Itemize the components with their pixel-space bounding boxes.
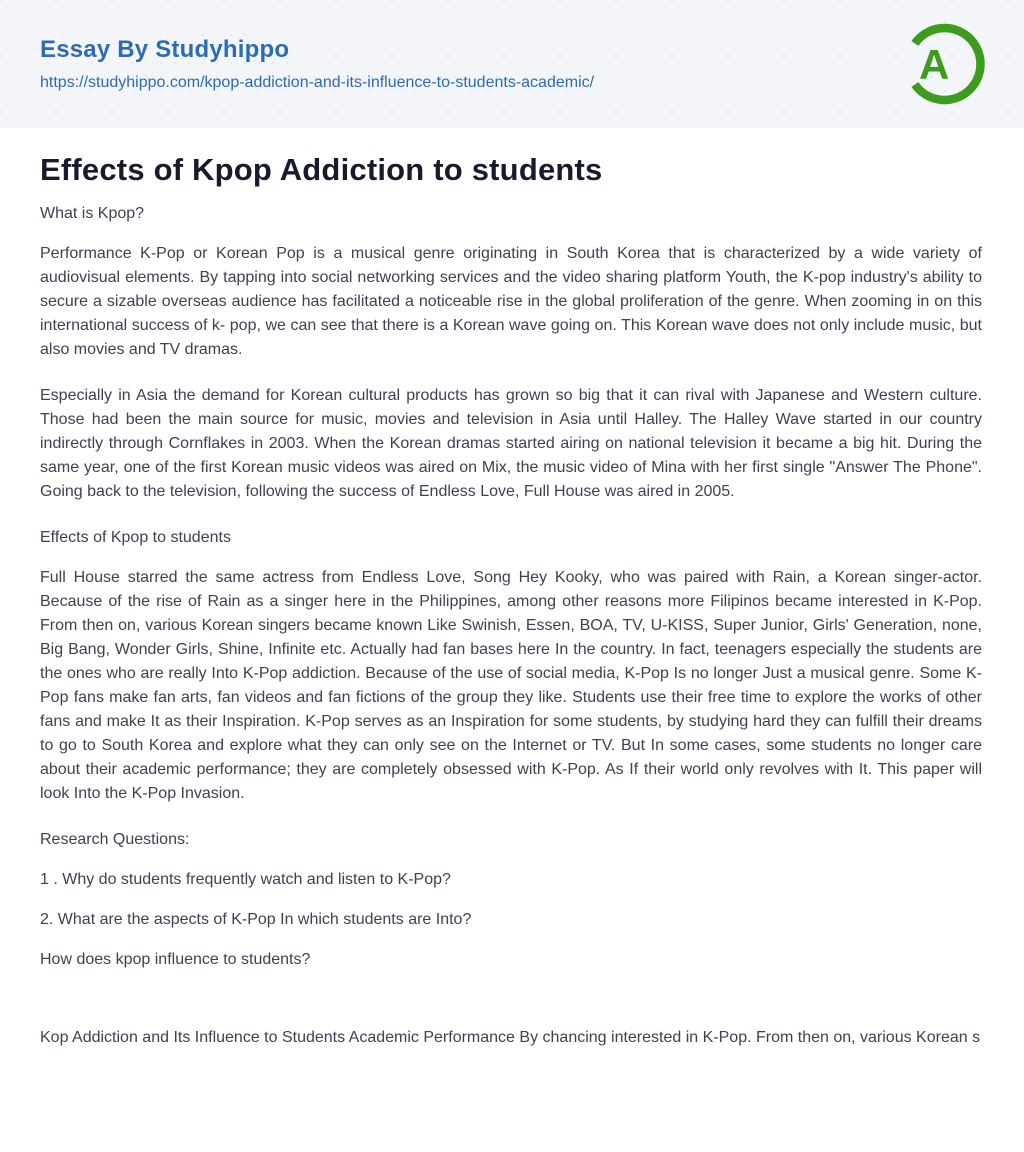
essay-content <box>0 128 1024 1050</box>
essay-paragraph-1: Performance K-Pop or Korean Pop is a musical genre originating in South Korea that is characterized by a wide variety of audiovisual elements. By tapping into social networking services and the video sharing platform Youth, the K-pop industry's ability to secure a sizable overseas audience has facilitated a noticeable rise in the global proliferation of the genre. When zooming in on this international success of k- pop, we can see that there is a Korean wave going on. This Korean wave does not only include music, but also movies and TV dramas. <box>40 245 982 358</box>
studyhippo-logo-icon <box>902 20 986 108</box>
research-question-3: How does kpop influence to students? <box>40 951 311 968</box>
header-text <box>40 36 594 92</box>
source-url-link[interactable]: https://studyhippo.com/kpop-addiction-and-its-influence-to-students-academic/ <box>40 74 595 91</box>
essay-title: Effects of Kpop Addiction to students <box>40 152 603 187</box>
page-header <box>0 0 1024 128</box>
research-questions-label: Research Questions: <box>40 831 190 848</box>
essay-paragraph-2: Especially in Asia the demand for Korean cultural products has grown so big that it can rival with Japanese and Western culture. Those had been the main source for music, movies and television in Asia until Halley. The Halley Wave started in our country indirectly through Cornflakes in 2003. When the Korean dramas started airing on national television it became a big hit. During the same year, one of the first Korean music videos was aired on Mix, the music video of Mina with her first single "Answer The Phone". Going back to the television, following the success of Endless Love, Full House was aired in 2005. <box>40 387 982 500</box>
effects-heading-line: Effects of Kpop to students <box>40 529 231 546</box>
essay-paragraph-3: Full House starred the same actress from Endless Love, Song Hey Kooky, who was paired with Rain, a Korean singer-actor. Because of the rise of Rain as a singer here in the Philippines, among other reasons more Filipinos became interested in K-Pop. From then on, various Korean singers became known Like Swinish, Essen, BOA, TV, U-KISS, Super Junior, Girls' Generation, none, Big Bang, Wonder Girls, Shine, Infinite etc. Actually had fan bases here In the country. In fact, teenagers especially the students are the ones who are really Into K-Pop addiction. Because of the use of social media, K-Pop Is no longer Just a musical genre. Some K-Pop fans make fan arts, fan videos and fan fictions of the group they like. Students use their free time to explore the works of other fans and make It as their Inspiration. K-Pop serves as an Inspiration for some students, by studying hard they can fulfill their dreams to go to South Korea and explore what they can only see on the Internet or TV. But In some cases, some students no longer care about their academic performance; they are completely obsessed with K-Pop. As If their world only revolves with It. This paper will look Into the K-Pop Invasion. <box>40 569 982 802</box>
blank-line-spacer <box>40 988 982 1026</box>
site-title: Essay By Studyhippo <box>40 36 290 63</box>
closing-paragraph: Kop Addiction and Its Influence to Students Academic Performance By chancing interested in K-Pop. From then on, various Korean s <box>40 1029 981 1046</box>
what-is-kpop-line: What is Kpop? <box>40 205 145 222</box>
research-question-1: 1 . Why do students frequently watch and listen to K-Pop? <box>40 871 451 888</box>
logo-letter: A <box>919 41 950 88</box>
research-question-2: 2. What are the aspects of K-Pop In which students are Into? <box>40 911 472 928</box>
